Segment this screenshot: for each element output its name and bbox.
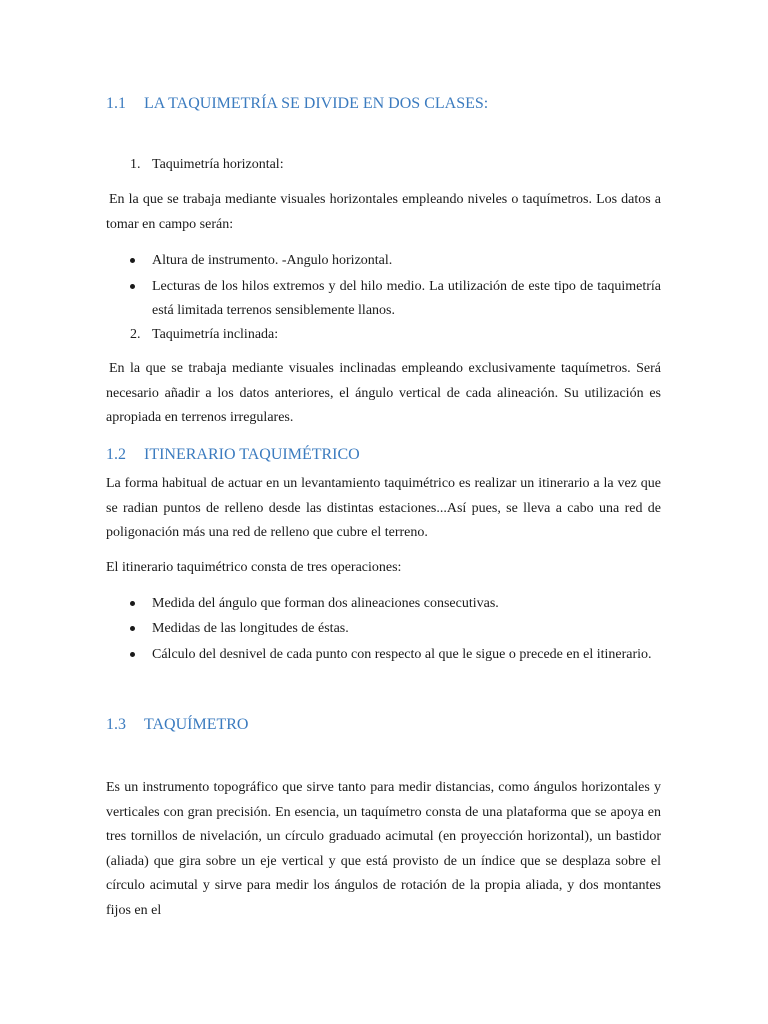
item-number: 1. xyxy=(130,157,141,172)
section-number: 1.3 xyxy=(106,716,126,733)
section-title: ITINERARIO TAQUIMÉTRICO xyxy=(144,446,360,463)
bullet-item xyxy=(130,643,661,667)
bullet-icon xyxy=(130,258,135,263)
bullet-item xyxy=(130,275,661,323)
bullet-text: Medidas de las longitudes de éstas. xyxy=(152,621,349,636)
section-number: 1.2 xyxy=(106,446,126,463)
bullet-item xyxy=(130,249,661,273)
numbered-item-1 xyxy=(130,153,661,177)
section-heading-1-3 xyxy=(106,716,248,734)
bullet-item xyxy=(130,592,661,616)
bullet-icon xyxy=(130,601,135,606)
section-heading-1-2 xyxy=(106,446,360,464)
bullet-icon xyxy=(130,652,135,657)
paragraph: En la que se trabaja mediante visuales horizontales empleando niveles o taquímetros. Los datos a tomar en campo serán: xyxy=(106,192,661,232)
paragraph: La forma habitual de actuar en un levantamiento taquimétrico es realizar un itinerario a la vez que se radian puntos de relleno desde las distintas estaciones...Así pues, se lleva a cabo una red de poligonación más una red de relleno que cubre el terreno. xyxy=(106,476,661,540)
section-heading-1-1 xyxy=(106,95,488,113)
bullet-text: Lecturas de los hilos extremos y del hilo medio. La utilización de este tipo de taquimetría está limitada terrenos sensiblemente llanos. xyxy=(152,279,661,318)
section-title: TAQUÍMETRO xyxy=(144,716,249,733)
bullet-text: Medida del ángulo que forman dos alineaciones consecutivas. xyxy=(152,596,499,611)
section-title: LA TAQUIMETRÍA SE DIVIDE EN DOS CLASES: xyxy=(144,95,489,112)
bullet-icon xyxy=(130,284,135,289)
bullet-icon xyxy=(130,626,135,631)
numbered-item-2 xyxy=(130,323,661,347)
paragraph: Es un instrumento topográfico que sirve tanto para medir distancias, como ángulos horizontales y verticales con gran precisión. En esencia, un taquímetro consta de una plataforma que se apoya en tres tornillos de nivelación, un círculo graduado acimutal (en proyección horizontal), un bastidor (aliada) que gira sobre un eje vertical y que está provisto de un índice que se desplaza sobre el círculo acimutal y sirve para medir los ángulos de rotación de la propia aliada, y dos montantes fijos en el xyxy=(106,780,661,918)
item-text: Taquimetría horizontal: xyxy=(152,157,284,172)
bullet-text: Altura de instrumento. -Angulo horizontal. xyxy=(152,253,393,268)
bullet-text: Cálculo del desnivel de cada punto con respecto al que le sigue o precede en el itinerario. xyxy=(152,647,652,662)
bullet-item xyxy=(130,617,661,641)
item-number: 2. xyxy=(130,327,141,342)
paragraph: El itinerario taquimétrico consta de tres operaciones: xyxy=(106,560,402,575)
section-number: 1.1 xyxy=(106,95,126,112)
paragraph: En la que se trabaja mediante visuales inclinadas empleando exclusivamente taquímetros. Será necesario añadir a los datos anteriores, el ángulo vertical de cada alineación. Su utilización es apropiada en terrenos irregulares. xyxy=(106,361,661,425)
item-text: Taquimetría inclinada: xyxy=(152,327,279,342)
